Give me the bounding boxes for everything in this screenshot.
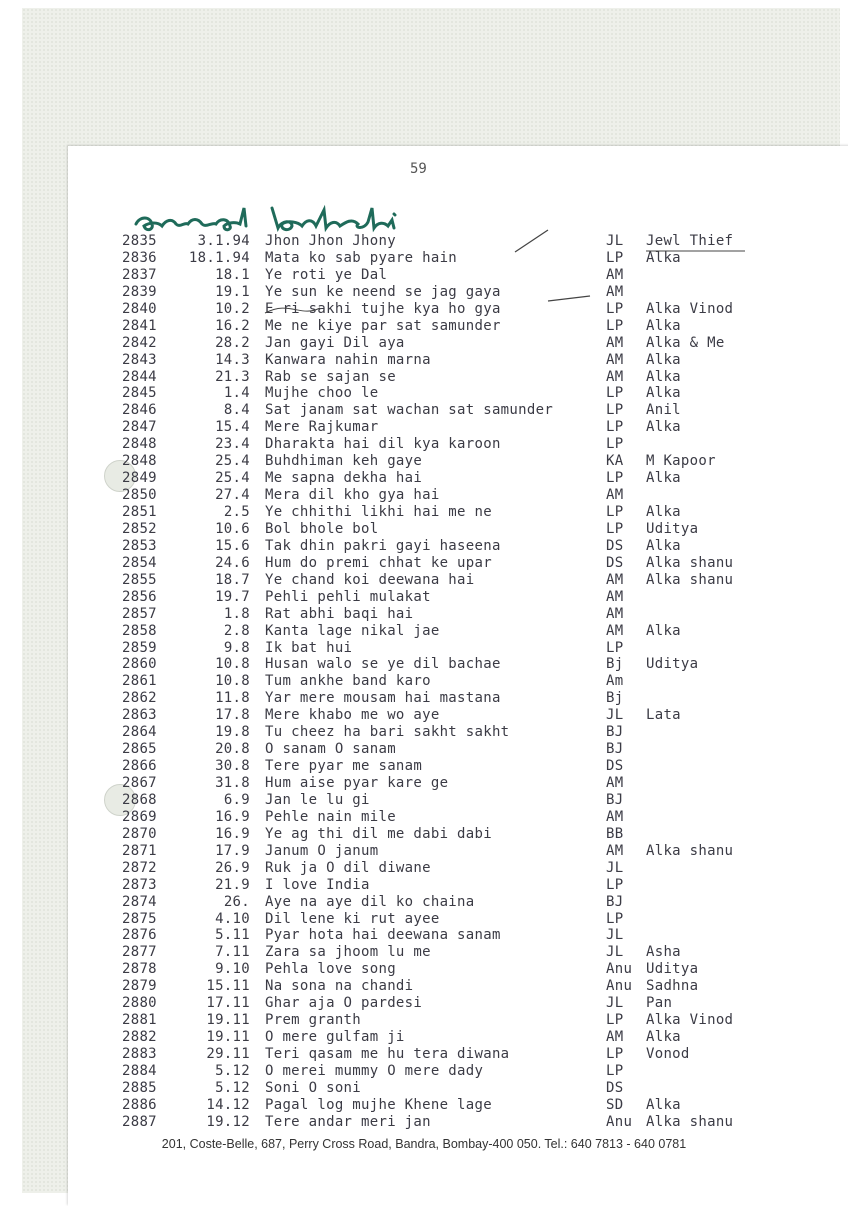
entry-date: 6.9 xyxy=(223,791,250,808)
composer-code: AM xyxy=(606,351,624,368)
entry-number: 2875 xyxy=(122,910,157,927)
table-row xyxy=(0,606,848,623)
singer-name: M Kapoor xyxy=(646,453,716,470)
entry-date: 7.11 xyxy=(215,944,250,961)
entry-number: 2848 xyxy=(122,453,157,470)
composer-code: LP xyxy=(606,470,624,487)
table-row xyxy=(0,860,848,877)
entry-date: 17.11 xyxy=(206,995,250,1012)
song-title: Bol bhole bol xyxy=(265,520,379,537)
entry-date: 10.2 xyxy=(215,300,250,317)
composer-code: JL xyxy=(606,927,624,944)
entry-number: 2852 xyxy=(122,520,157,537)
entry-number: 2845 xyxy=(122,385,157,402)
footer-address: 201, Coste-Belle, 687, Perry Cross Road, Bandra, Bombay-400 050. Tel.: 640 7813 - 640 0781 xyxy=(161,1137,687,1151)
composer-code: AM xyxy=(606,334,624,351)
entry-date: 16.2 xyxy=(215,317,250,334)
song-title: Buhdhiman keh gaye xyxy=(265,453,423,470)
composer-code: AM xyxy=(606,808,624,825)
composer-code: LP xyxy=(606,385,624,402)
entry-date: 19.1 xyxy=(215,283,250,300)
table-row xyxy=(0,894,848,911)
entry-number: 2846 xyxy=(122,402,157,419)
table-row xyxy=(0,1046,848,1063)
composer-code: DS xyxy=(606,537,624,554)
singer-name: Alka xyxy=(646,622,681,639)
composer-code: AM xyxy=(606,842,624,859)
table-row xyxy=(0,250,848,267)
entry-number: 2873 xyxy=(122,876,157,893)
entry-date: 10.6 xyxy=(215,520,250,537)
entry-date: 29.11 xyxy=(206,1046,250,1062)
composer-code: AM xyxy=(606,368,624,385)
entry-number: 2836 xyxy=(122,249,157,266)
entry-date: 14.12 xyxy=(206,1096,250,1113)
composer-code: LP xyxy=(606,249,624,266)
composer-code: AM xyxy=(606,622,624,639)
composer-code: DS xyxy=(606,758,624,775)
song-register xyxy=(0,233,848,1131)
composer-code: AM xyxy=(606,571,624,588)
entry-date: 9.8 xyxy=(223,639,250,656)
singer-name: Alka shanu xyxy=(646,842,734,859)
table-row xyxy=(0,419,848,436)
entry-number: 2865 xyxy=(122,741,157,758)
composer-code: LP xyxy=(606,1046,624,1062)
composer-code: LP xyxy=(606,504,624,520)
entry-date: 18.1.94 xyxy=(188,249,250,266)
entry-number: 2869 xyxy=(122,808,157,825)
song-title: Soni O soni xyxy=(265,1079,362,1096)
song-title: Tu cheez ha bari sakht sakht xyxy=(265,724,510,741)
composer-code: BB xyxy=(606,825,624,842)
table-row xyxy=(0,453,848,470)
composer-code: JL xyxy=(606,944,624,961)
composer-code: AM xyxy=(606,588,624,605)
entry-date: 19.12 xyxy=(206,1113,250,1130)
singer-name: Alka xyxy=(646,537,681,554)
table-row xyxy=(0,233,848,250)
singer-name: Alka shanu xyxy=(646,571,734,588)
entry-number: 2849 xyxy=(122,470,157,487)
song-title: Na sona na chandi xyxy=(265,978,414,995)
composer-code: LP xyxy=(606,419,624,436)
table-row xyxy=(0,1114,848,1131)
entry-date: 15.6 xyxy=(215,537,250,554)
composer-code: LP xyxy=(606,300,624,317)
table-row xyxy=(0,402,848,419)
entry-number: 2876 xyxy=(122,927,157,944)
song-title: Teri qasam me hu tera diwana xyxy=(265,1046,510,1062)
song-title: Ye sun ke neend se jag gaya xyxy=(265,283,501,300)
table-row xyxy=(0,335,848,352)
table-row xyxy=(0,487,848,504)
table-row xyxy=(0,1012,848,1029)
entry-date: 18.1 xyxy=(215,266,250,283)
table-row xyxy=(0,1029,848,1046)
entry-number: 2842 xyxy=(122,334,157,351)
entry-number: 2851 xyxy=(122,504,157,520)
composer-code: AM xyxy=(606,775,624,791)
composer-code: LP xyxy=(606,1012,624,1029)
entry-date: 19.11 xyxy=(206,1012,250,1029)
song-title: Zara sa jhoom lu me xyxy=(265,944,431,961)
song-title: Kanta lage nikal jae xyxy=(265,622,440,639)
composer-code: KA xyxy=(606,453,624,470)
singer-name: Alka xyxy=(646,1096,681,1113)
singer-name: Alka xyxy=(646,419,681,436)
song-title: Pehle nain mile xyxy=(265,808,396,825)
song-title: Rat abhi baqi hai xyxy=(265,605,414,622)
entry-number: 2872 xyxy=(122,859,157,876)
composer-code: LP xyxy=(606,520,624,537)
table-row xyxy=(0,385,848,402)
song-title: Ruk ja O dil diwane xyxy=(265,859,431,876)
entry-number: 2854 xyxy=(122,554,157,571)
singer-name: Alka xyxy=(646,351,681,368)
entry-date: 21.3 xyxy=(215,368,250,385)
composer-code: JL xyxy=(606,707,624,724)
table-row xyxy=(0,318,848,335)
table-row xyxy=(0,436,848,453)
table-row xyxy=(0,775,848,792)
song-title: Ye chhithi likhi hai me ne xyxy=(265,504,492,520)
song-title: Rab se sajan se xyxy=(265,368,396,385)
song-title: Ik bat hui xyxy=(265,639,353,656)
composer-code: DS xyxy=(606,554,624,571)
song-title: Dil lene ki rut ayee xyxy=(265,910,440,927)
song-title: Hum do premi chhat ke upar xyxy=(265,554,492,571)
entry-date: 18.7 xyxy=(215,571,250,588)
entry-date: 26.9 xyxy=(215,859,250,876)
composer-code: DS xyxy=(606,1079,624,1096)
entry-date: 3.1.94 xyxy=(197,233,250,249)
entry-number: 2885 xyxy=(122,1079,157,1096)
entry-date: 26. xyxy=(223,893,250,910)
table-row xyxy=(0,961,848,978)
entry-date: 1.4 xyxy=(223,385,250,402)
entry-date: 10.8 xyxy=(215,673,250,690)
entry-number: 2877 xyxy=(122,944,157,961)
entry-date: 19.11 xyxy=(206,1029,250,1046)
composer-code: AM xyxy=(606,487,624,504)
song-title: Yar mere mousam hai mastana xyxy=(265,690,501,707)
entry-date: 5.11 xyxy=(215,927,250,944)
entry-date: 2.8 xyxy=(223,622,250,639)
entry-number: 2883 xyxy=(122,1046,157,1062)
entry-number: 2884 xyxy=(122,1062,157,1079)
table-row xyxy=(0,555,848,572)
entry-number: 2859 xyxy=(122,639,157,656)
composer-code: LP xyxy=(606,317,624,334)
entry-number: 2860 xyxy=(122,656,157,673)
entry-number: 2857 xyxy=(122,605,157,622)
table-row xyxy=(0,1080,848,1097)
entry-number: 2871 xyxy=(122,842,157,859)
singer-name: Alka shanu xyxy=(646,1113,734,1130)
song-title: Sat janam sat wachan sat samunder xyxy=(265,402,554,419)
singer-name: Alka xyxy=(646,368,681,385)
composer-code: LP xyxy=(606,1062,624,1079)
entry-date: 19.8 xyxy=(215,724,250,741)
song-title: Aye na aye dil ko chaina xyxy=(265,893,475,910)
entry-number: 2861 xyxy=(122,673,157,690)
entry-number: 2841 xyxy=(122,317,157,334)
table-row xyxy=(0,656,848,673)
entry-date: 19.7 xyxy=(215,588,250,605)
song-title: E ri sakhi tujhe kya ho gya xyxy=(265,300,501,317)
composer-code: LP xyxy=(606,910,624,927)
entry-date: 28.2 xyxy=(215,334,250,351)
song-title: Me ne kiye par sat samunder xyxy=(265,317,501,334)
table-row xyxy=(0,741,848,758)
singer-name: Vonod xyxy=(646,1046,690,1062)
entry-number: 2864 xyxy=(122,724,157,741)
entry-date: 5.12 xyxy=(215,1062,250,1079)
table-row xyxy=(0,640,848,657)
singer-name: Alka shanu xyxy=(646,554,734,571)
composer-code: Bj xyxy=(606,690,624,707)
entry-date: 15.4 xyxy=(215,419,250,436)
song-title: Husan walo se ye dil bachae xyxy=(265,656,501,673)
singer-name: Alka xyxy=(646,317,681,334)
song-title: Mera dil kho gya hai xyxy=(265,487,440,504)
table-row xyxy=(0,1097,848,1114)
table-row xyxy=(0,589,848,606)
song-title: O mere gulfam ji xyxy=(265,1029,405,1046)
entry-number: 2837 xyxy=(122,266,157,283)
entry-number: 2839 xyxy=(122,283,157,300)
composer-code: AM xyxy=(606,266,624,283)
table-row xyxy=(0,758,848,775)
composer-code: Am xyxy=(606,673,624,690)
table-row xyxy=(0,1063,848,1080)
song-title: Prem granth xyxy=(265,1012,362,1029)
entry-number: 2870 xyxy=(122,825,157,842)
song-title: Pehli pehli mulakat xyxy=(265,588,431,605)
entry-date: 9.10 xyxy=(215,961,250,978)
table-row xyxy=(0,284,848,301)
entry-date: 10.8 xyxy=(215,656,250,673)
entry-date: 14.3 xyxy=(215,351,250,368)
table-row xyxy=(0,724,848,741)
entry-number: 2886 xyxy=(122,1096,157,1113)
table-row xyxy=(0,301,848,318)
song-title: Kanwara nahin marna xyxy=(265,351,431,368)
song-title: Mujhe choo le xyxy=(265,385,379,402)
singer-name: Jewl Thief xyxy=(646,233,734,249)
song-title: Mata ko sab pyare hain xyxy=(265,249,458,266)
table-row xyxy=(0,826,848,843)
composer-code: AM xyxy=(606,1029,624,1046)
entry-date: 17.8 xyxy=(215,707,250,724)
table-row xyxy=(0,267,848,284)
table-row xyxy=(0,504,848,521)
entry-number: 2850 xyxy=(122,487,157,504)
entry-number: 2853 xyxy=(122,537,157,554)
song-title: Ye roti ye Dal xyxy=(265,266,388,283)
singer-name: Alka & Me xyxy=(646,334,725,351)
entry-date: 25.4 xyxy=(215,470,250,487)
singer-name: Alka xyxy=(646,249,681,266)
composer-code: Anu xyxy=(606,961,633,978)
singer-name: Alka Vinod xyxy=(646,300,734,317)
singer-name: Uditya xyxy=(646,520,699,537)
table-row xyxy=(0,927,848,944)
entry-number: 2835 xyxy=(122,233,157,249)
singer-name: Alka xyxy=(646,385,681,402)
entry-number: 2858 xyxy=(122,622,157,639)
entry-number: 2878 xyxy=(122,961,157,978)
composer-code: BJ xyxy=(606,893,624,910)
song-title: Dharakta hai dil kya karoon xyxy=(265,436,501,453)
entry-number: 2880 xyxy=(122,995,157,1012)
composer-code: AM xyxy=(606,283,624,300)
composer-code: AM xyxy=(606,605,624,622)
entry-date: 23.4 xyxy=(215,436,250,453)
entry-date: 21.9 xyxy=(215,876,250,893)
entry-date: 30.8 xyxy=(215,758,250,775)
composer-code: BJ xyxy=(606,791,624,808)
entry-number: 2887 xyxy=(122,1113,157,1130)
table-row xyxy=(0,673,848,690)
table-row xyxy=(0,911,848,928)
entry-date: 2.5 xyxy=(223,504,250,520)
entry-date: 16.9 xyxy=(215,825,250,842)
singer-name: Alka xyxy=(646,504,681,520)
table-row xyxy=(0,572,848,589)
table-row xyxy=(0,792,848,809)
singer-name: Alka Vinod xyxy=(646,1012,734,1029)
composer-code: SD xyxy=(606,1096,624,1113)
song-title: I love India xyxy=(265,876,370,893)
composer-code: Anu xyxy=(606,1113,633,1130)
song-title: Me sapna dekha hai xyxy=(265,470,423,487)
entry-number: 2867 xyxy=(122,775,157,791)
song-title: Ye ag thi dil me dabi dabi xyxy=(265,825,492,842)
entry-number: 2863 xyxy=(122,707,157,724)
singer-name: Anil xyxy=(646,402,681,419)
entry-number: 2856 xyxy=(122,588,157,605)
table-row xyxy=(0,623,848,640)
entry-number: 2855 xyxy=(122,571,157,588)
singer-name: Uditya xyxy=(646,961,699,978)
entry-number: 2844 xyxy=(122,368,157,385)
composer-code: Bj xyxy=(606,656,624,673)
song-title: Pehla love song xyxy=(265,961,396,978)
entry-date: 4.10 xyxy=(215,910,250,927)
entry-date: 27.4 xyxy=(215,487,250,504)
song-title: Tak dhin pakri gayi haseena xyxy=(265,537,501,554)
table-row xyxy=(0,690,848,707)
entry-number: 2881 xyxy=(122,1012,157,1029)
song-title: Mere khabo me wo aye xyxy=(265,707,440,724)
entry-number: 2848 xyxy=(122,436,157,453)
song-title: Ghar aja O pardesi xyxy=(265,995,423,1012)
composer-code: LP xyxy=(606,876,624,893)
song-title: O merei mummy O mere dady xyxy=(265,1062,484,1079)
entry-date: 8.4 xyxy=(223,402,250,419)
song-title: Janum O janum xyxy=(265,842,379,859)
composer-code: JL xyxy=(606,233,624,249)
entry-number: 2882 xyxy=(122,1029,157,1046)
composer-code: LP xyxy=(606,436,624,453)
composer-code: BJ xyxy=(606,724,624,741)
table-row xyxy=(0,369,848,386)
page-number: 59 xyxy=(410,161,427,177)
entry-number: 2840 xyxy=(122,300,157,317)
song-title: Mere Rajkumar xyxy=(265,419,379,436)
entry-number: 2862 xyxy=(122,690,157,707)
song-title: Pagal log mujhe Khene lage xyxy=(265,1096,492,1113)
song-title: Tere andar meri jan xyxy=(265,1113,431,1130)
table-row xyxy=(0,995,848,1012)
song-title: Tum ankhe band karo xyxy=(265,673,431,690)
table-row xyxy=(0,809,848,826)
table-row xyxy=(0,843,848,860)
entry-date: 17.9 xyxy=(215,842,250,859)
singer-name: Alka xyxy=(646,1029,681,1046)
entry-date: 24.6 xyxy=(215,554,250,571)
composer-code: Anu xyxy=(606,978,633,995)
composer-code: LP xyxy=(606,402,624,419)
singer-name: Uditya xyxy=(646,656,699,673)
table-row xyxy=(0,877,848,894)
song-title: Pyar hota hai deewana sanam xyxy=(265,927,501,944)
entry-date: 15.11 xyxy=(206,978,250,995)
song-title: Jhon Jhon Jhony xyxy=(265,233,396,249)
entry-date: 1.8 xyxy=(223,605,250,622)
song-title: O sanam O sanam xyxy=(265,741,396,758)
entry-date: 11.8 xyxy=(215,690,250,707)
entry-date: 5.12 xyxy=(215,1079,250,1096)
entry-number: 2866 xyxy=(122,758,157,775)
table-row xyxy=(0,538,848,555)
entry-number: 2847 xyxy=(122,419,157,436)
table-row xyxy=(0,978,848,995)
table-row xyxy=(0,352,848,369)
singer-name: Lata xyxy=(646,707,681,724)
singer-name: Pan xyxy=(646,995,673,1012)
entry-number: 2874 xyxy=(122,893,157,910)
entry-number: 2843 xyxy=(122,351,157,368)
table-row xyxy=(0,707,848,724)
table-row xyxy=(0,470,848,487)
composer-code: LP xyxy=(606,639,624,656)
composer-code: JL xyxy=(606,995,624,1012)
entry-date: 31.8 xyxy=(215,775,250,791)
song-title: Jan le lu gi xyxy=(265,791,370,808)
singer-name: Asha xyxy=(646,944,681,961)
song-title: Ye chand koi deewana hai xyxy=(265,571,475,588)
entry-date: 25.4 xyxy=(215,453,250,470)
entry-date: 16.9 xyxy=(215,808,250,825)
entry-number: 2879 xyxy=(122,978,157,995)
table-row xyxy=(0,521,848,538)
singer-name: Sadhna xyxy=(646,978,699,995)
table-row xyxy=(0,944,848,961)
singer-name: Alka xyxy=(646,470,681,487)
song-title: Jan gayi Dil aya xyxy=(265,334,405,351)
entry-date: 20.8 xyxy=(215,741,250,758)
entry-number: 2868 xyxy=(122,791,157,808)
song-title: Tere pyar me sanam xyxy=(265,758,423,775)
song-title: Hum aise pyar kare ge xyxy=(265,775,449,791)
composer-code: JL xyxy=(606,859,624,876)
composer-code: BJ xyxy=(606,741,624,758)
